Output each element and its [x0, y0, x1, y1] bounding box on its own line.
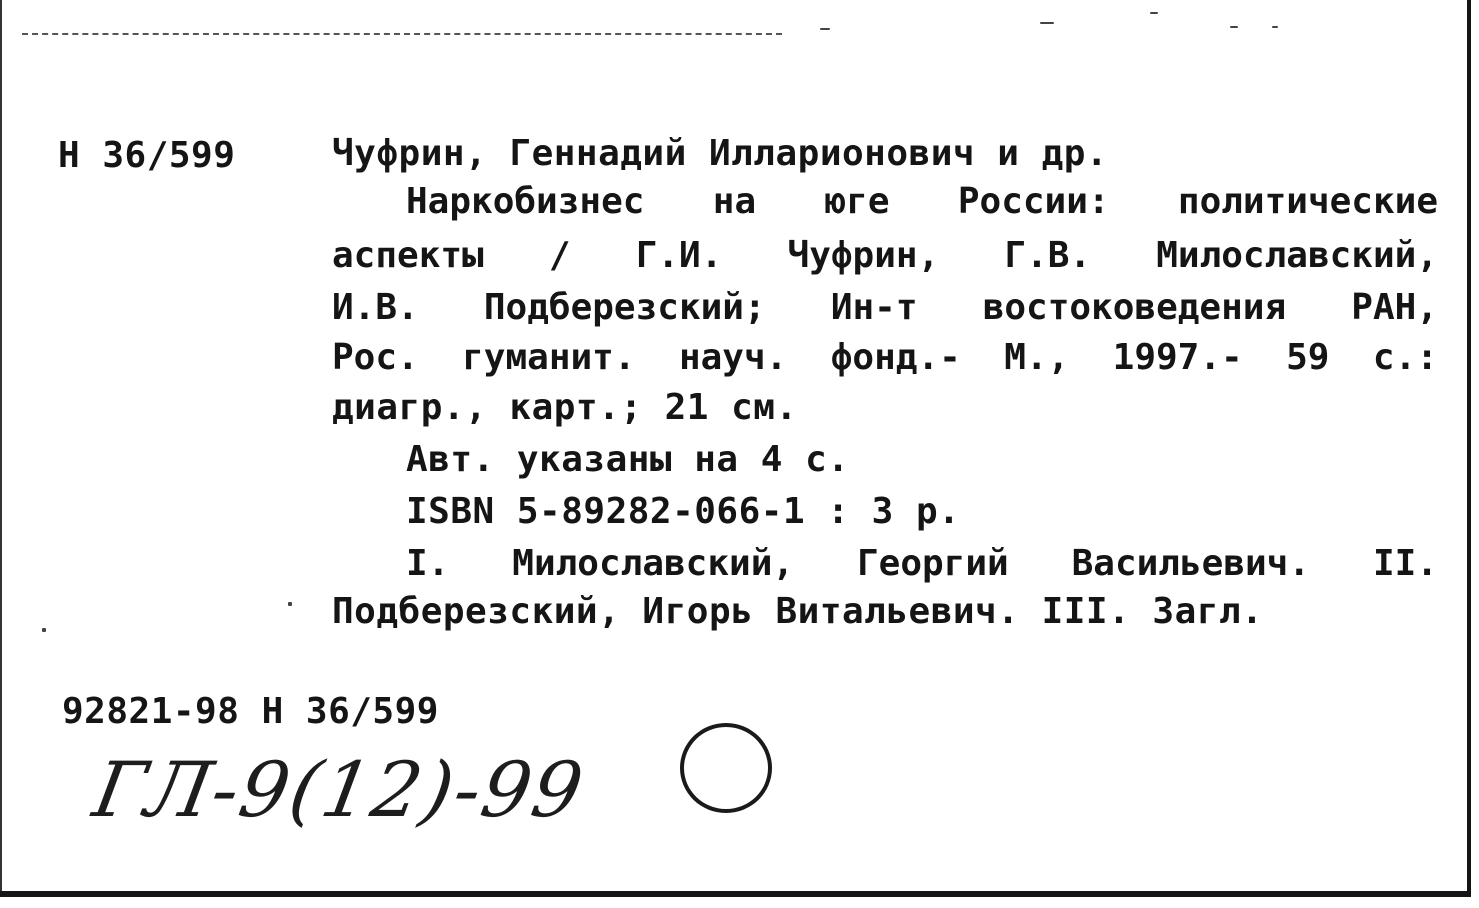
- isbn-price: ISBN 5-89282-066-1 : 3 р.: [406, 491, 961, 532]
- word: науч.: [678, 337, 788, 378]
- word: Ин-т: [830, 287, 918, 328]
- title-line-3: [332, 282, 1438, 334]
- title-line-4: [332, 332, 1438, 384]
- word: 59: [1286, 337, 1330, 378]
- tracing-line-2: Подберезский, Игорь Витальевич. III. Загл.: [332, 591, 1264, 632]
- word: политические: [1177, 181, 1438, 222]
- title-line-2: [332, 230, 1438, 282]
- word: Георгий: [856, 543, 1009, 584]
- card-left-edge: [0, 0, 2, 895]
- word: Васильевич.: [1071, 543, 1311, 584]
- inventory-number: 92821-98 Н 36/599: [62, 691, 439, 732]
- word: России:: [957, 181, 1110, 222]
- title-line-1: [406, 176, 1438, 228]
- word: Г.И.: [635, 235, 723, 276]
- speck: [1150, 12, 1158, 14]
- word: I.: [406, 543, 450, 584]
- word: Чуфрин,: [787, 235, 940, 276]
- speck: [42, 628, 46, 632]
- authors-note: Авт. указаны на 4 с.: [406, 439, 850, 480]
- card-bottom-border: [0, 891, 1471, 897]
- word: РАН,: [1351, 287, 1438, 328]
- call-number: Н 36/599: [58, 135, 236, 176]
- word: Г.В.: [1004, 235, 1092, 276]
- speck: [1230, 26, 1238, 28]
- word: Рос.: [332, 337, 419, 378]
- handwritten-shelfmark: ГЛ-9(12)-99: [87, 745, 592, 834]
- tracing-line-1: [406, 538, 1438, 590]
- word: аспекты: [332, 235, 484, 276]
- speck: [820, 28, 830, 30]
- word: с.:: [1372, 337, 1438, 378]
- word: Милославский,: [1156, 235, 1438, 276]
- speck: [1040, 22, 1054, 24]
- word: Милославский,: [512, 543, 795, 584]
- physical-description: диагр., карт.; 21 см.: [332, 387, 798, 428]
- word: фонд.-: [830, 337, 961, 378]
- word: И.В.: [332, 287, 419, 328]
- word: востоковедения: [982, 287, 1287, 328]
- top-dashed-rule: [22, 33, 782, 35]
- word: М.,: [1004, 337, 1070, 378]
- word: юге: [824, 181, 890, 222]
- word: II.: [1372, 543, 1438, 584]
- circle-stamp: [680, 723, 772, 813]
- word: Наркобизнес: [406, 181, 645, 222]
- speck: [288, 602, 292, 606]
- speck: [1272, 26, 1278, 28]
- word: на: [712, 181, 757, 222]
- word: 1997.-: [1112, 337, 1243, 378]
- word: /: [548, 235, 571, 276]
- word: гуманит.: [462, 337, 636, 378]
- word: Подберезский;: [483, 287, 766, 328]
- card-right-border: [1467, 0, 1471, 895]
- author-heading: Чуфрин, Геннадий Илларионович и др.: [332, 133, 1109, 174]
